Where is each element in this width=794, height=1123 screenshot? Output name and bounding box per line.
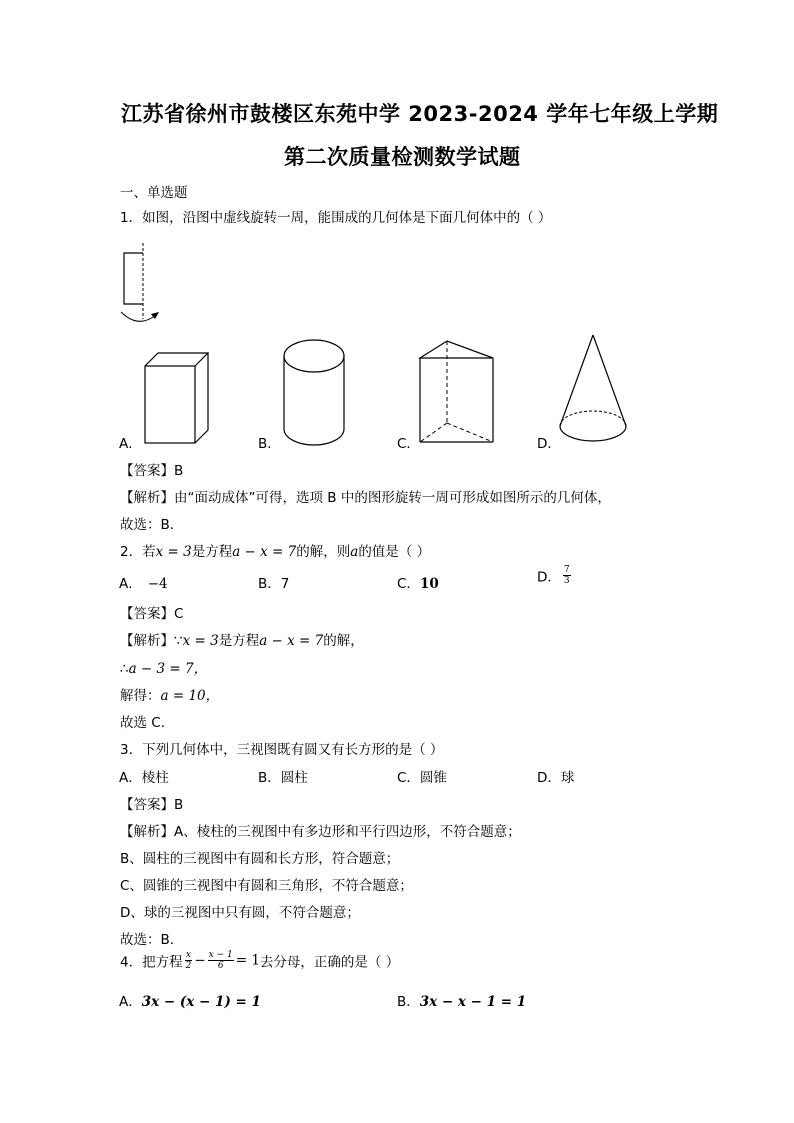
fraction-denominator: 2 bbox=[185, 961, 192, 971]
q2-analysis-a: 【解析】∵ bbox=[120, 633, 183, 649]
q1-option-a: A． bbox=[119, 436, 142, 452]
q2-stem bbox=[120, 540, 430, 560]
q2-analysis-c: 的解， bbox=[323, 633, 364, 649]
section-heading: 一、单选题 bbox=[120, 185, 188, 201]
q2-step-2 bbox=[120, 684, 219, 704]
q4-stem bbox=[120, 950, 399, 971]
q3-option-d: D．球 bbox=[537, 770, 575, 786]
q3-analysis-3: C、圆锥的三视图中有圆和三角形，不符合题意； bbox=[120, 878, 413, 894]
q1-option-d: D． bbox=[537, 436, 561, 452]
q4-option-a-label: A． bbox=[119, 994, 142, 1010]
q3-analysis-4: D、球的三视图中只有圆，不符合题意； bbox=[120, 905, 360, 921]
fraction-numerator: 7 bbox=[563, 565, 570, 575]
q4-option-a-value: 3x − (x − 1) = 1 bbox=[141, 994, 261, 1010]
q4-option-b bbox=[397, 990, 526, 1010]
q1-stem: 1．如图，沿图中虚线旋转一周，能围成的几何体是下面几何体中的（ ） bbox=[120, 210, 552, 226]
cylinder-figure bbox=[280, 337, 350, 449]
q4-stem-b: 去分母，正确的是（ ） bbox=[259, 954, 400, 971]
fraction-numerator: x bbox=[185, 950, 191, 960]
q2-option-a-label: A． bbox=[119, 576, 142, 592]
q4-fraction-2 bbox=[208, 950, 234, 971]
q4-option-a bbox=[119, 990, 261, 1010]
q3-analysis-1: 【解析】A、棱柱的三视图中有多边形和平行四边形，不符合题意； bbox=[120, 824, 521, 840]
q2-option-c-label: C． bbox=[397, 576, 420, 592]
q2-option-d-label: D． bbox=[537, 569, 561, 586]
q2-stem-d: 的值是（ ） bbox=[358, 544, 431, 560]
q1-analysis-2: 故选：B． bbox=[120, 517, 184, 533]
therefore-symbol: ∴ bbox=[120, 661, 129, 677]
q2-answer: 【答案】C bbox=[120, 606, 184, 622]
q3-option-c: C．圆锥 bbox=[397, 770, 447, 786]
q2-step-2-eq: a = 10， bbox=[160, 688, 220, 704]
triangular-prism-figure bbox=[416, 339, 498, 447]
title-line-2: 第二次质量检测数学试题 bbox=[284, 145, 521, 169]
q2-analysis bbox=[120, 629, 364, 649]
q2-conclusion: 故选 C. bbox=[120, 715, 166, 731]
q4-fraction-1 bbox=[185, 950, 193, 971]
q2-stem-c: 的解，则 bbox=[296, 544, 351, 560]
q2-analysis-x-eq: x = 3 bbox=[182, 633, 219, 649]
q2-option-c-value: 10 bbox=[419, 576, 439, 592]
q2-option-a-value: −4 bbox=[147, 576, 168, 592]
q3-analysis-5: 故选：B. bbox=[120, 932, 175, 948]
q2-stem-b: 是方程 bbox=[191, 544, 233, 560]
rotation-figure bbox=[118, 243, 168, 329]
q2-option-b: B．7 bbox=[258, 576, 290, 592]
q1-analysis-1: 【解析】由“面动成体”可得，选项 B 中的图形旋转一周可形成如图所示的几何体， bbox=[120, 490, 611, 506]
q2-equation: a − x = 7 bbox=[232, 544, 297, 560]
cuboid-figure bbox=[140, 349, 212, 447]
q2-step-1 bbox=[120, 657, 207, 677]
fraction-numerator: x − 1 bbox=[208, 950, 233, 960]
q1-option-b: B． bbox=[258, 436, 281, 452]
q4-stem-a: 4．把方程 bbox=[120, 954, 183, 971]
q2-option-a bbox=[119, 572, 168, 592]
q2-x-eq: x = 3 bbox=[155, 544, 192, 560]
q2-analysis-b: 是方程 bbox=[218, 633, 260, 649]
q3-answer: 【答案】B bbox=[120, 797, 184, 813]
q2-step-1-eq: a − 3 = 7， bbox=[128, 661, 208, 677]
cone-figure bbox=[556, 333, 632, 447]
q3-option-b: B．圆柱 bbox=[258, 770, 308, 786]
q1-option-c: C． bbox=[397, 436, 420, 452]
title-line-1: 江苏省徐州市鼓楼区东苑中学 2023-2024 学年七年级上学期 bbox=[121, 102, 719, 126]
q2-var-a: a bbox=[350, 544, 359, 560]
q2-analysis-equation: a − x = 7 bbox=[259, 633, 324, 649]
q3-option-a: A．棱柱 bbox=[119, 770, 169, 786]
q1-answer: 【答案】B bbox=[120, 463, 184, 479]
q4-option-b-value: 3x − x − 1 = 1 bbox=[419, 994, 527, 1010]
minus-sign: − bbox=[194, 952, 206, 969]
q2-option-d-fraction bbox=[563, 565, 571, 586]
q4-equals-one: = 1 bbox=[235, 952, 260, 969]
q2-stem-a: 2．若 bbox=[120, 544, 156, 560]
fraction-denominator: 3 bbox=[563, 576, 570, 586]
fraction-denominator: 6 bbox=[217, 961, 224, 971]
q3-stem: 3．下列几何体中，三视图既有圆又有长方形的是（ ） bbox=[120, 742, 444, 758]
q3-analysis-2: B、圆柱的三视图中有圆和长方形，符合题意； bbox=[120, 851, 400, 867]
q2-option-d bbox=[537, 565, 573, 586]
q4-option-b-label: B． bbox=[397, 994, 420, 1010]
q2-option-c bbox=[397, 572, 439, 592]
q2-step-2-prefix: 解得： bbox=[120, 688, 161, 704]
